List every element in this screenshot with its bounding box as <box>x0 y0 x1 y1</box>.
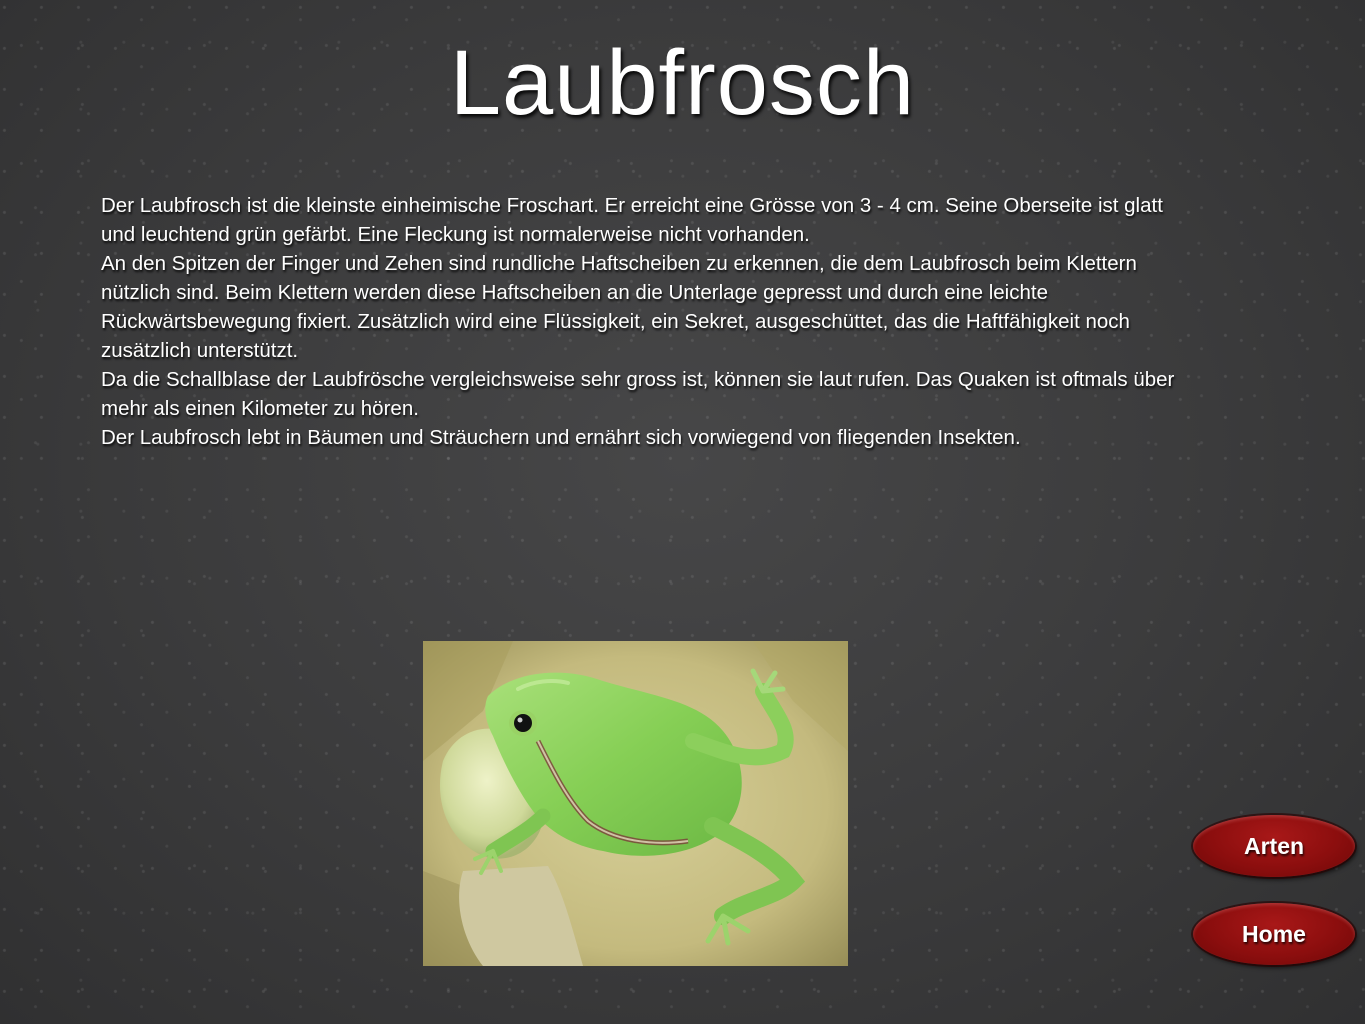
paragraph-size: Der Laubfrosch ist die kleinste einheimische Froschart. Er erreicht eine Grösse von 3 - 4 cm. Seine Oberseite ist glatt und leuchtend grün gefärbt. Eine Fleckung ist normalerweise nicht vorhanden. <box>101 194 1163 246</box>
home-button[interactable]: Home <box>1193 903 1355 965</box>
slide-title: Laubfrosch <box>449 32 916 134</box>
tree-frog-photo <box>423 641 848 966</box>
paragraph-vocal-sac: Da die Schallblase der Laubfrösche vergleichsweise sehr gross ist, können sie laut rufen. Das Quaken ist oftmals über mehr als einen Kilometer zu hören. <box>101 368 1175 420</box>
paragraph-adhesive-discs: An den Spitzen der Finger und Zehen sind rundliche Haftscheiben zu erkennen, die dem Laubfrosch beim Klettern nützlich sind. Beim Klettern werden diese Haftscheiben an die Unterlage gepresst und durch eine leichte Rückwärtsbewegung fixiert. Zusätzlich wird eine Flüssigkeit, ein Sekret, ausgeschüttet, das die Haftfähigkeit noch zusätzlich unterstützt. <box>101 252 1137 362</box>
paragraph-habitat: Der Laubfrosch lebt in Bäumen und Sträuchern und ernährt sich vorwiegend von fliegenden Insekten. <box>101 426 1021 449</box>
slide-body-text <box>101 191 1181 452</box>
arten-button[interactable]: Arten <box>1193 815 1355 877</box>
